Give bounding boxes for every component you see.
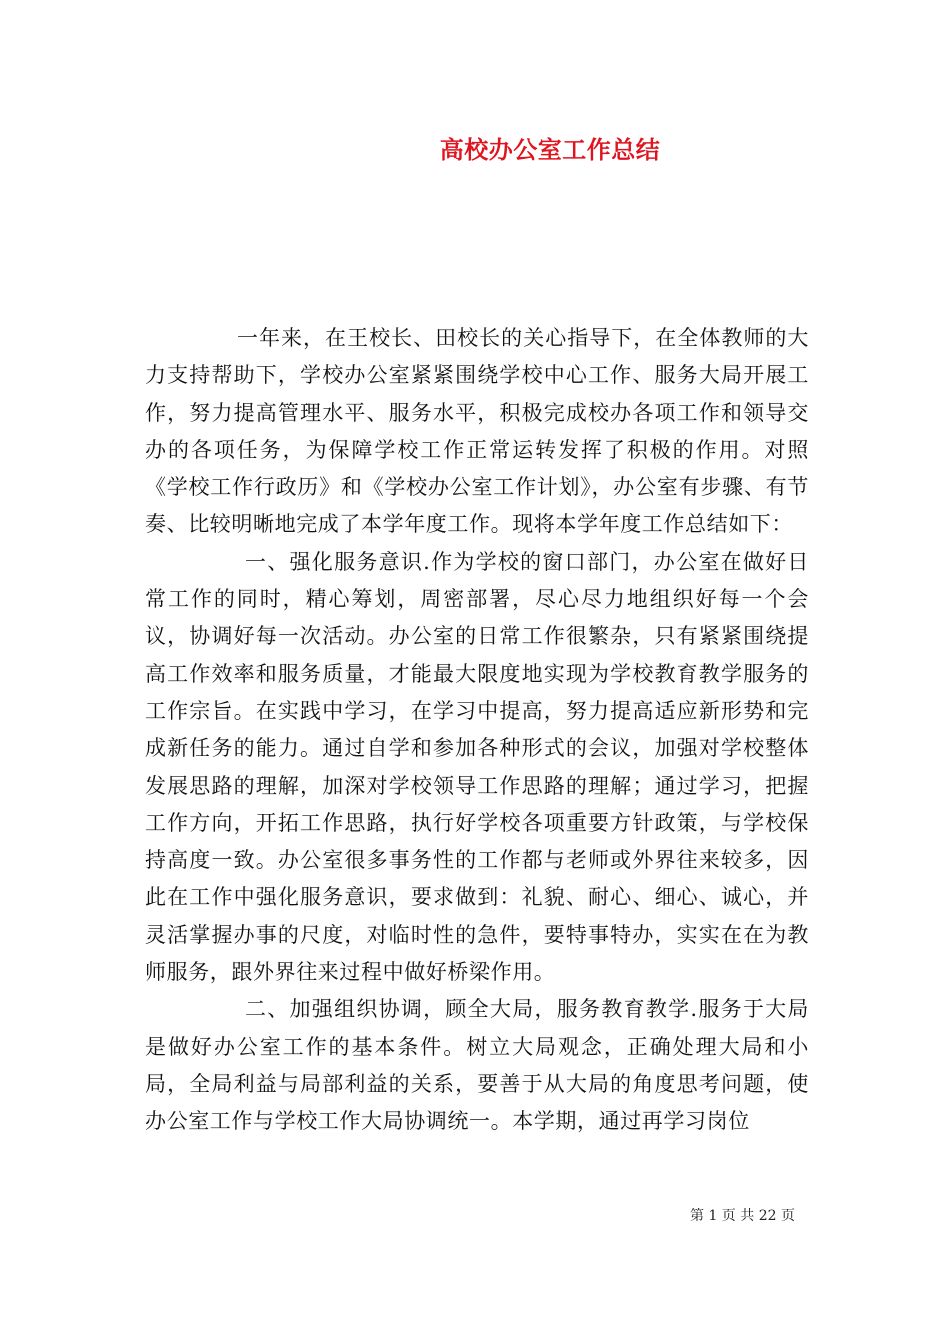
document-title: 高校办公室工作总结 [439, 135, 661, 164]
paragraph-section-one: 一、强化服务意识.作为学校的窗口部门，办公室在做好日常工作的同时，精心筹划，周密部署，尽心尽力地组织好每一个会议，协调好每一次活动。办公室的日常工作很繁杂，只有紧紧围绕提高工作效率和服务质量，才能最大限度地实现为学校教育教学服务的工作宗旨。在实践中学习，在学习中提高，努力提高适应新形势和完成新任务的能力。通过自学和参加各种形式的会议，加强对学校整体发展思路的理解，加深对学校领导工作思路的理解；通过学习，把握工作方向，开拓工作思路，执行好学校各项重要方针政策，与学校保持高度一致。办公室很多事务性的工作都与老师或外界往来较多，因此在工作中强化服务意识，要求做到：礼貌、耐心、细心、诚心，并灵活掌握办事的尺度，对临时性的急件，要特事特办，实实在在为教师服务，跟外界往来过程中做好桥梁作用。 [145, 549, 809, 985]
paragraph-intro: 一年来，在王校长、田校长的关心指导下，在全体教师的大力支持帮助下，学校办公室紧紧围绕学校中心工作、服务大局开展工作，努力提高管理水平、服务水平，积极完成校办各项工作和领导交办的各项任务，为保障学校工作正常运转发挥了积极的作用。对照《学校工作行政历》和《学校办公室工作计划》，办公室有步骤、有节奏、比较明晰地完成了本学年度工作。现将本学年度工作总结如下： [145, 326, 809, 537]
page-number-footer: 第 1 页 共 22 页 [690, 1208, 795, 1224]
paragraph-section-two: 二、加强组织协调，顾全大局，服务教育教学.服务于大局是做好办公室工作的基本条件。树立大局观念，正确处理大局和小局，全局利益与局部利益的关系，要善于从大局的角度思考问题，使办公室工作与学校工作大局协调统一。本学期，通过再学习岗位 [145, 997, 809, 1134]
document-body [145, 320, 809, 1141]
